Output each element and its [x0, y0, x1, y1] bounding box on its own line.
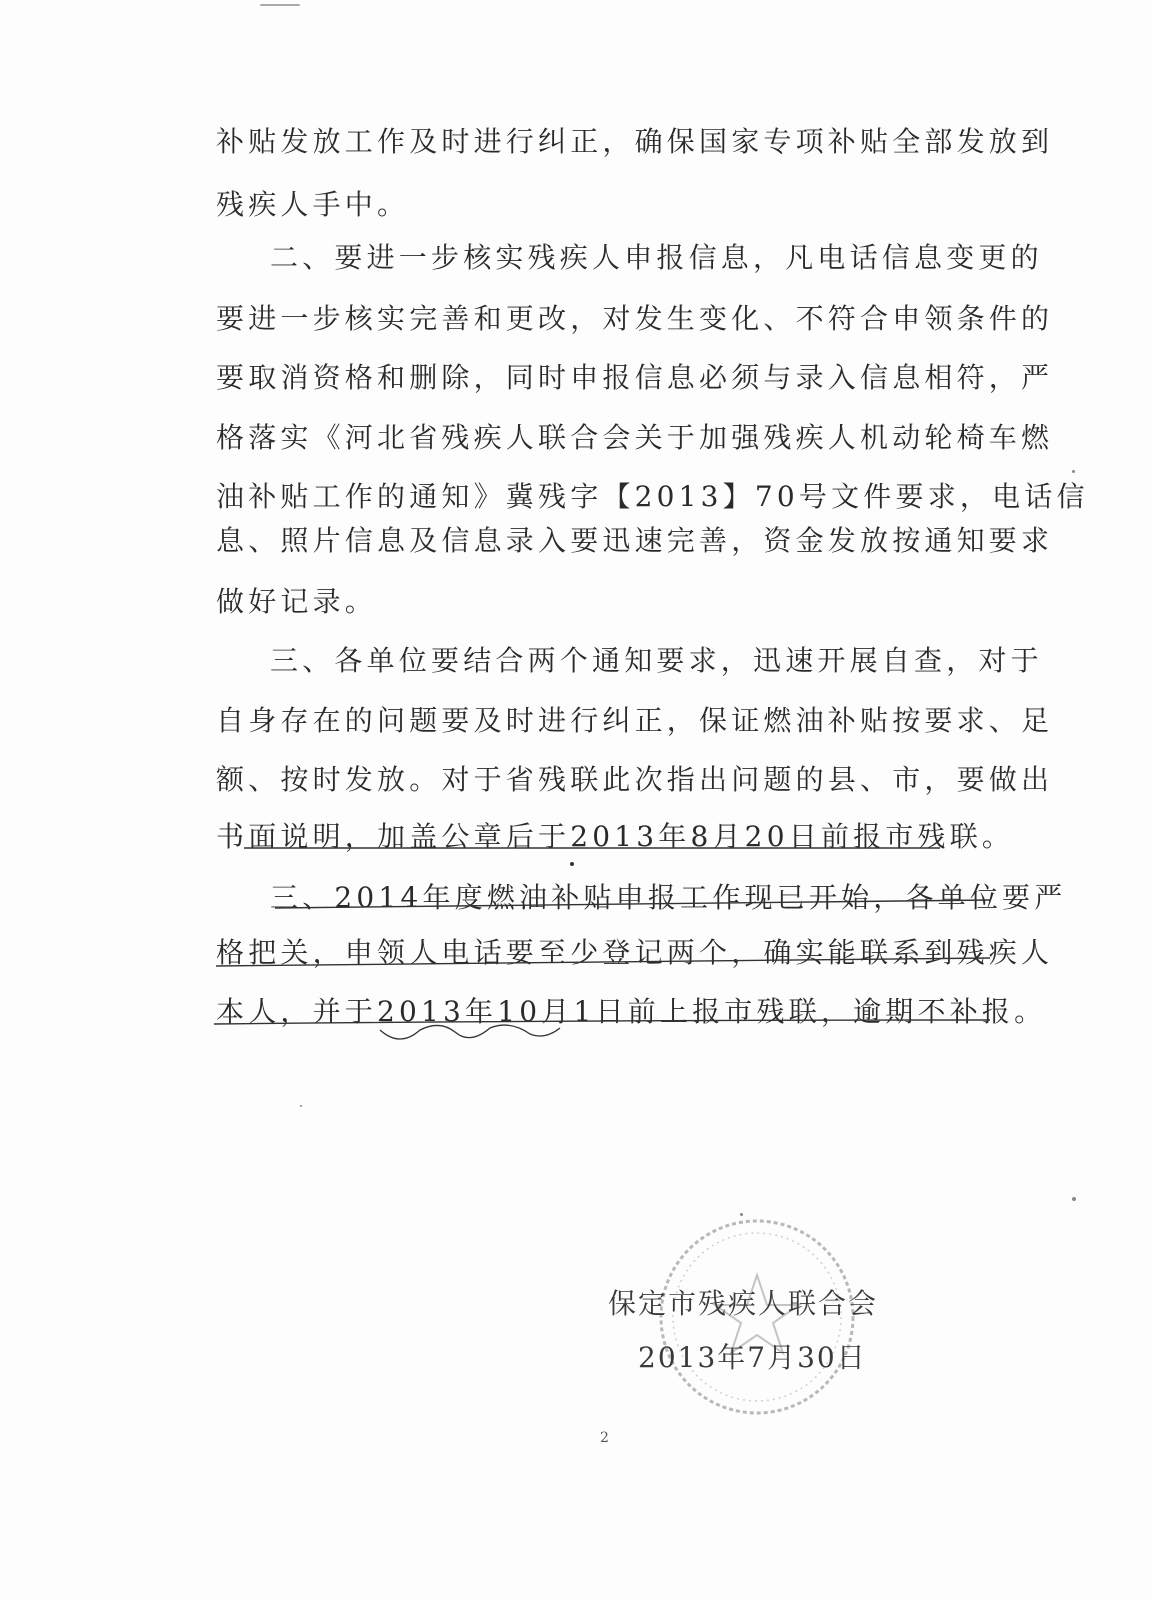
scan-speck [570, 862, 574, 866]
text-line: 做好记录。 [216, 585, 378, 618]
scan-speck [260, 4, 300, 6]
text-line: 书面说明，加盖公章后于2013年8月20日前报市残联。 [216, 820, 1015, 853]
text-line: 格把关，申领人电话要至少登记两个，确实能联系到残疾人 [216, 936, 1054, 969]
text-line: 油补贴工作的通知》冀残字【2013】70号文件要求，电话信 [216, 480, 1089, 513]
text-line: 格落实《河北省残疾人联合会关于加强残疾人机动轮椅车燃 [216, 421, 1054, 454]
paragraph-2-start: 二、要进一步核实残疾人申报信息，凡电话信息变更的 [270, 241, 1043, 274]
page-number: 2 [600, 1430, 609, 1446]
issue-date: 2013年7月30日 [638, 1341, 867, 1374]
text-line: 要进一步核实完善和更改，对发生变化、不符合申领条件的 [216, 302, 1054, 335]
scan-speck [300, 1105, 302, 1107]
paragraph-3-start: 三、各单位要结合两个通知要求，迅速开展自查，对于 [270, 644, 1043, 677]
paragraph-4-start: 三、2014年度燃油补贴申报工作现已开始，各单位要严 [270, 881, 1067, 914]
text-line: 要取消资格和删除，同时申报信息必须与录入信息相符，严 [216, 361, 1054, 394]
text-line: 额、按时发放。对于省残联此次指出问题的县、市，要做出 [216, 763, 1054, 796]
text-line: 补贴发放工作及时进行纠正，确保国家专项补贴全部发放到 [216, 125, 1054, 158]
scan-speck [1072, 470, 1075, 473]
text-line: 残疾人手中。 [216, 188, 410, 221]
text-line: 息、照片信息及信息录入要迅速完善，资金发放按通知要求 [216, 524, 1054, 557]
issuer-name: 保定市残疾人联合会 [608, 1287, 879, 1320]
scan-speck [1072, 1197, 1076, 1201]
text-line: 自身存在的问题要及时进行纠正，保证燃油补贴按要求、足 [216, 704, 1054, 737]
text-line: 本人，并于2013年10月1日前上报市残联，逾期不补报。 [216, 995, 1047, 1028]
